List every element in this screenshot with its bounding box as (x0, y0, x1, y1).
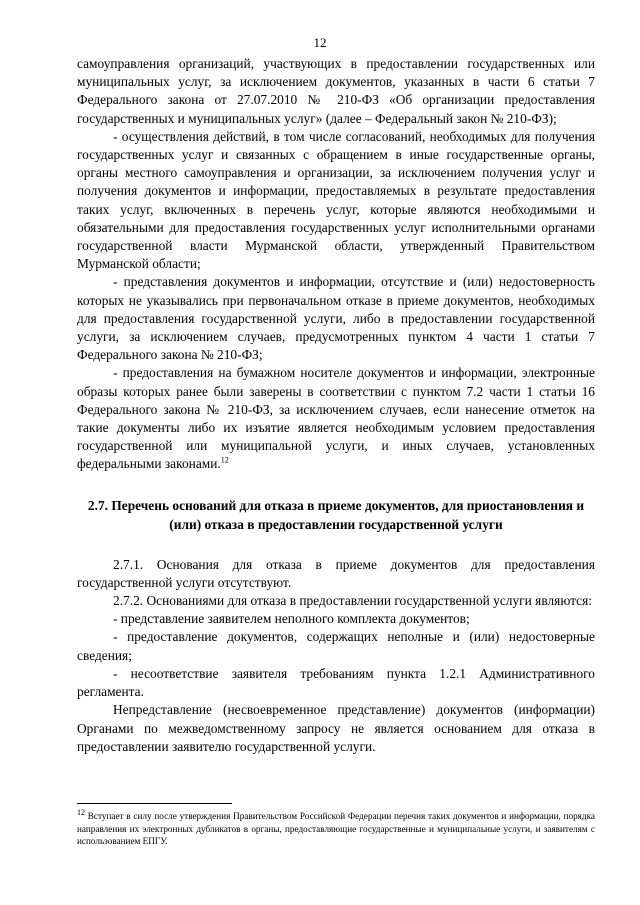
paragraph: Непредставление (несвоевременное представление) документов (информации) Органами по межведомственному запросу не является основанием для отказа в предоставлении заявителю государственной услуги. (77, 702, 595, 754)
footnote-marker: 12 (77, 807, 85, 817)
document-body (77, 55, 595, 756)
paragraph: - представления документов и информации, отсутствие и (или) недостоверность которых не указывались при первоначальном отказе в приеме документов, необходимых для предоставления государственной услуги, либо в предоставлении государственной услуги, за исключением случаев, предусмотренных пунктом 4 части 1 статьи 7 Федерального закона № 210-ФЗ; (77, 274, 595, 363)
paragraph: - осуществления действий, в том числе согласований, необходимых для получения государственных услуг и связанных с обращением в иные государственные органы, органы местного самоуправления и организации, за исключением получения услуг и получения документов и информации, предоставляемых в результате предоставления таких услуг, включенных в перечень услуг, которые являются необходимыми и обязательными для предоставления государственных услуг исполнительными органами государственной власти Мурманской области, утвержденный Правительством Мурманской области; (77, 128, 595, 272)
paragraph: 2.7.2. Основаниями для отказа в предоставлении государственной услуги являются: (113, 593, 592, 609)
section-heading: 2.7. Перечень оснований для отказа в приеме документов, для приостановления и (или) отказа в предоставлении государственной услуги (87, 497, 585, 532)
footnote (77, 807, 595, 848)
list-item: - предоставление документов, содержащих неполные и (или) недостоверные сведения; (77, 629, 595, 663)
footnote-reference: 12 (220, 456, 229, 465)
footnote-text: Вступает в силу после утверждения Правительством Российской Федерации перечня таких документов и информации, порядка направления их электронных дубликатов в органы, предоставляющие государственные и муниципальные услуги, и заявителям с использованием ЕПГУ. (77, 811, 595, 846)
paragraph-text: - предоставления на бумажном носителе документов и информации, электронные образы которых ранее были заверены в соответствии с пунктом 7.2 части 1 статьи 16 Федерального закона № 210-ФЗ, за исключением случаев, если нанесение отметок на такие документы либо их изъятие является необходимым условием предоставления государственной или муниципальной услуги, и иных случаев, установленных федеральными законами. (77, 365, 595, 472)
paragraph: самоуправления организаций, участвующих в предоставлении государственных или муниципальных услуг, за исключением документов, указанных в части 6 статьи 7 Федерального закона от 27.07.2010 № 210-ФЗ «Об организации предоставления государственных и муниципальных услуг» (далее – Федеральный закон № 210-ФЗ); (77, 56, 595, 126)
paragraph-with-footnote (77, 364, 595, 473)
footnote-separator (77, 803, 232, 804)
list-item: - несоответствие заявителя требованиям пункта 1.2.1 Административного регламента. (77, 665, 595, 700)
paragraph: 2.7.1. Основания для отказа в приеме документов для предоставления государственной услуги отсутствуют. (77, 556, 595, 590)
list-item: - представление заявителем неполного комплекта документов; (113, 611, 470, 627)
page-number: 12 (313, 35, 327, 50)
